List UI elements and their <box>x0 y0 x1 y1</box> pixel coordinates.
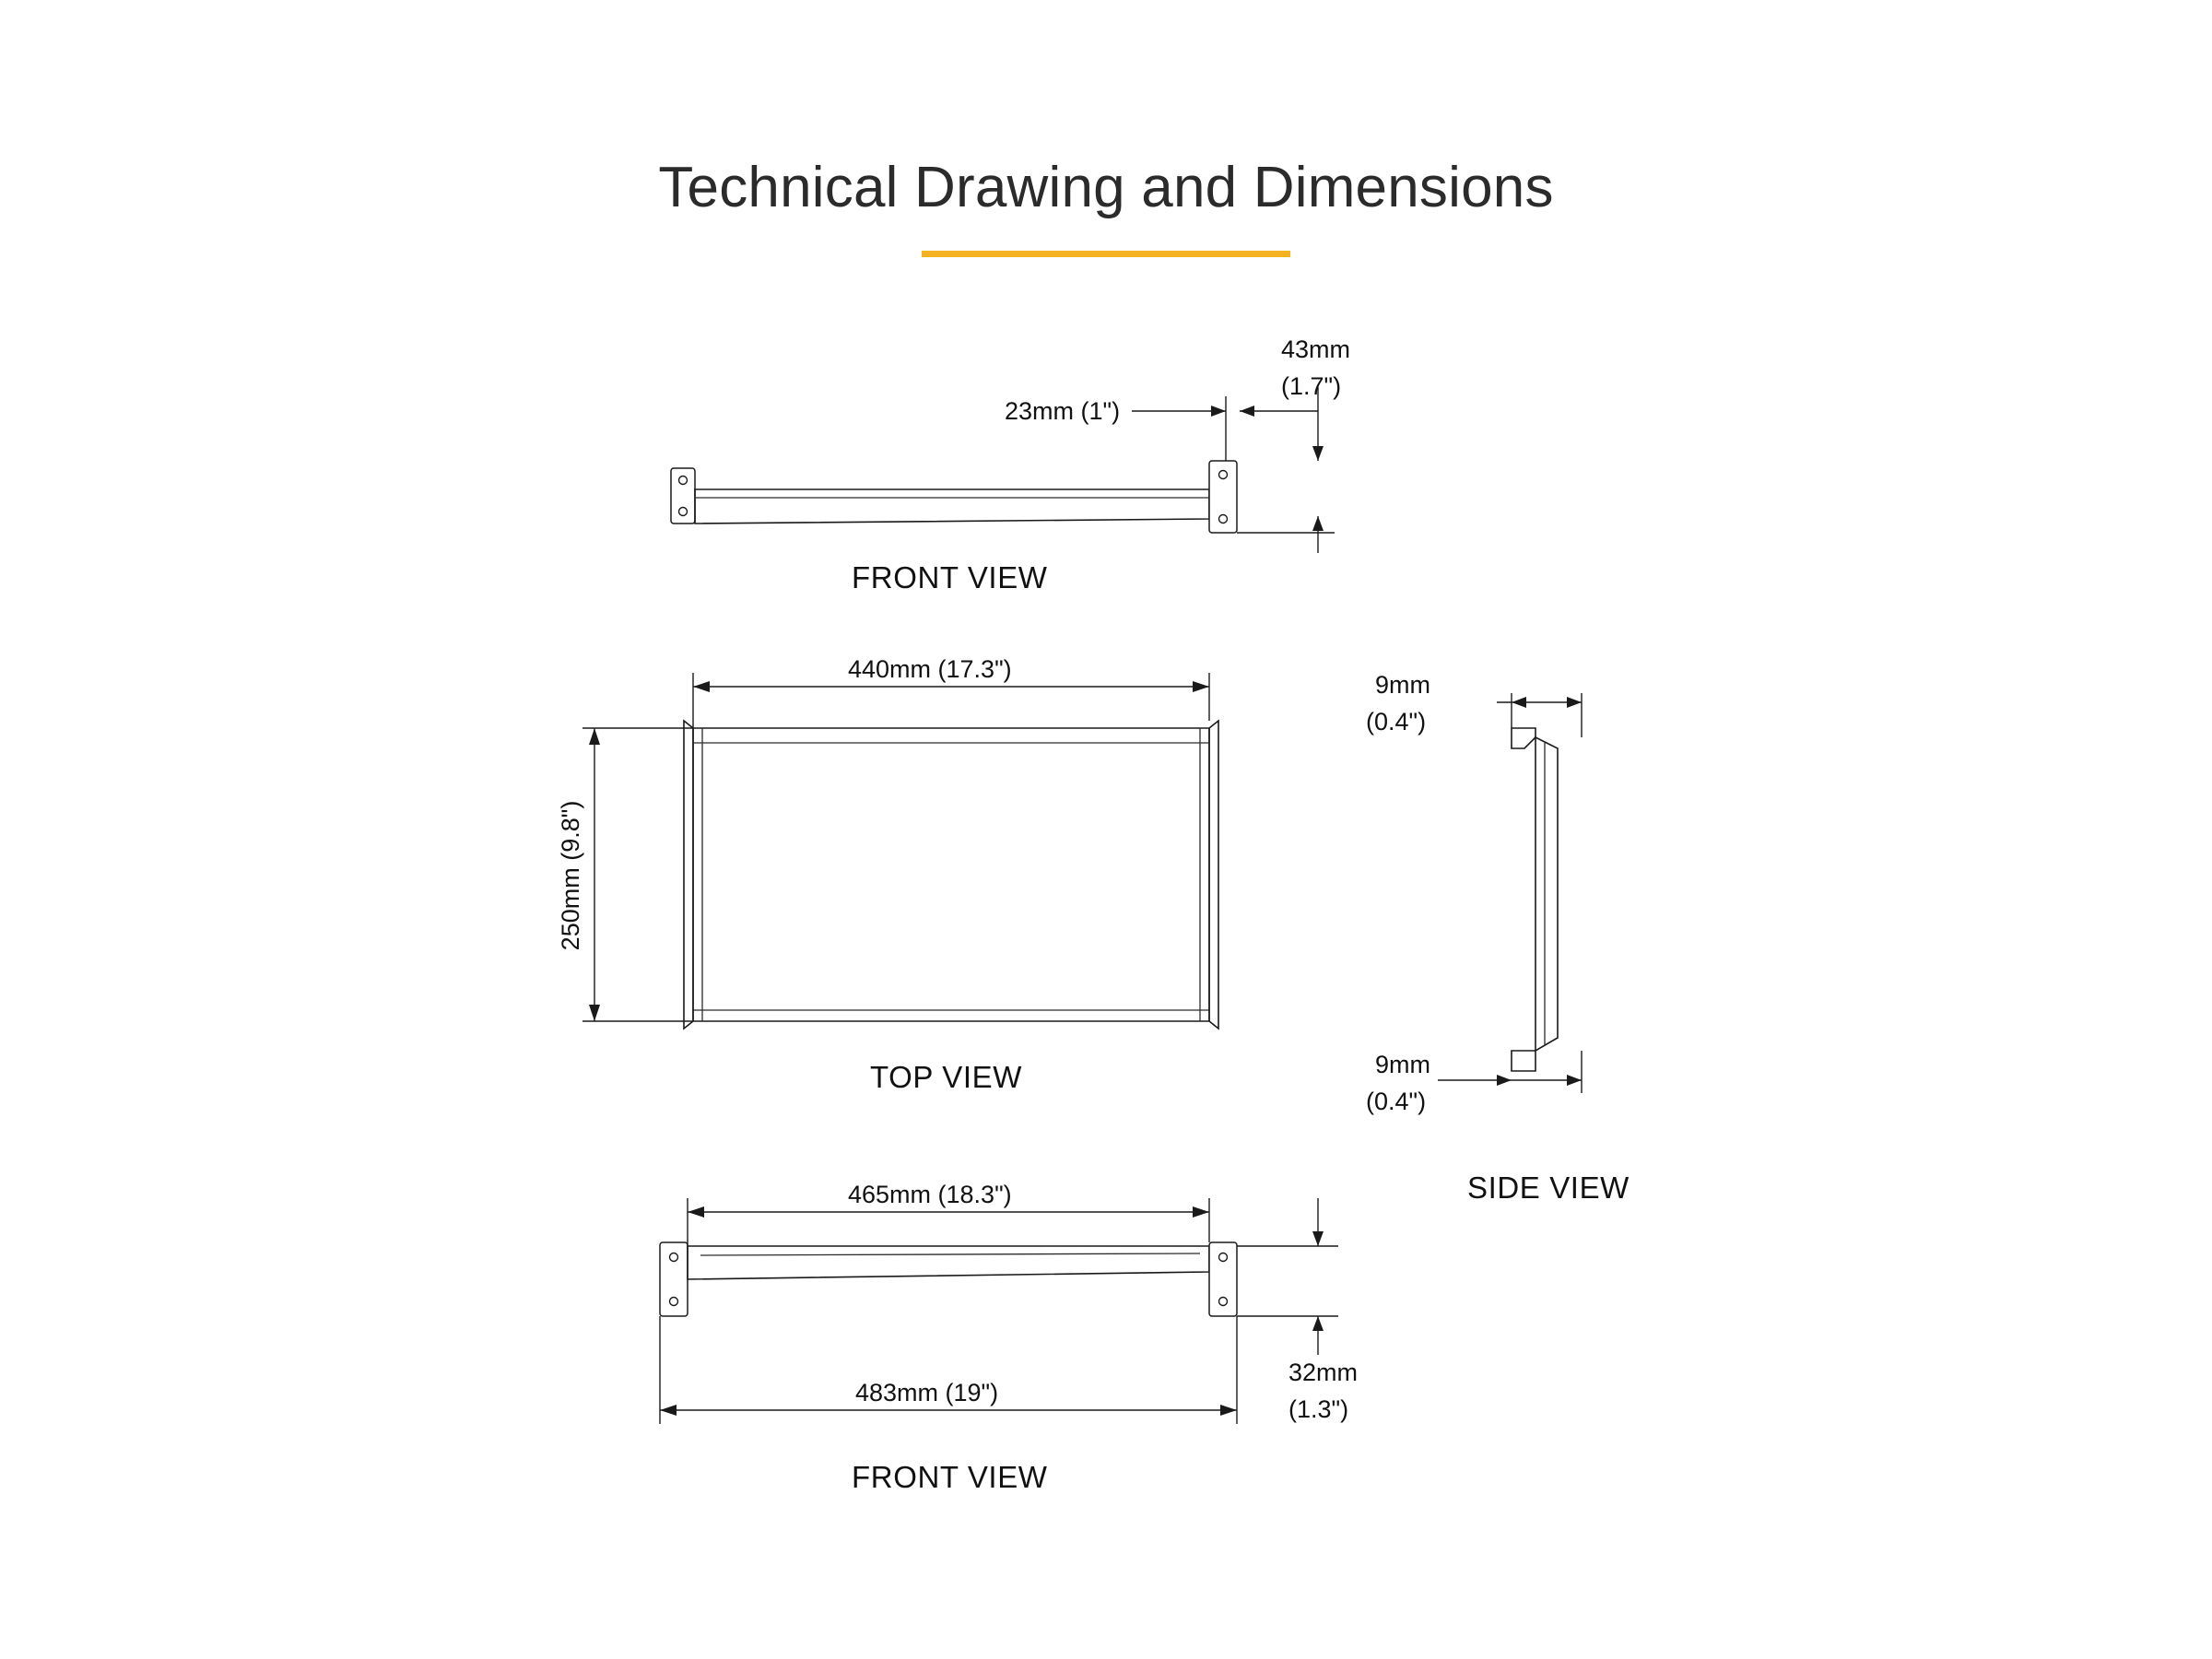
page-title: Technical Drawing and Dimensions <box>658 156 1554 219</box>
dimension-465mm-label: 465mm (18.3") <box>848 1181 1012 1208</box>
top-view-label: TOP VIEW <box>870 1060 1022 1094</box>
dimension-250mm <box>557 728 693 1021</box>
dimension-440mm <box>693 655 1209 728</box>
front-view-top-label: FRONT VIEW <box>852 560 1048 594</box>
dimension-23mm-label: 23mm (1") <box>1005 397 1121 425</box>
dimension-465mm <box>688 1181 1209 1246</box>
front-view-bottom-drawing <box>660 1242 1237 1316</box>
dimension-483mm <box>660 1316 1237 1424</box>
dimension-side-bottom-9mm-label-2: (0.4") <box>1366 1088 1427 1115</box>
dimension-43mm-label-2: (1.7") <box>1281 372 1342 400</box>
dimension-side-bottom-9mm <box>1366 1051 1582 1115</box>
dimension-23mm <box>1005 396 1226 461</box>
dimension-250mm-label: 250mm (9.8") <box>557 800 584 951</box>
dimension-32mm-label-2: (1.3") <box>1288 1395 1349 1423</box>
dimension-side-top-9mm <box>1366 671 1582 737</box>
dimension-43mm <box>1237 335 1350 553</box>
dimension-side-top-9mm-label-2: (0.4") <box>1366 708 1427 735</box>
dimension-32mm-label-1: 32mm <box>1288 1359 1359 1386</box>
dimension-440mm-label: 440mm (17.3") <box>848 655 1012 683</box>
dimension-32mm <box>1237 1198 1358 1423</box>
dimension-43mm-label-1: 43mm <box>1281 335 1351 363</box>
side-view-label: SIDE VIEW <box>1467 1171 1630 1205</box>
dimension-side-top-9mm-label-1: 9mm <box>1375 671 1430 699</box>
front-view-top-drawing <box>671 461 1237 533</box>
side-view-drawing <box>1512 728 1558 1071</box>
front-view-bottom-label: FRONT VIEW <box>852 1460 1048 1494</box>
dimension-side-bottom-9mm-label-1: 9mm <box>1375 1051 1430 1078</box>
dimension-483mm-label: 483mm (19") <box>855 1379 999 1406</box>
top-view-drawing <box>684 721 1218 1029</box>
